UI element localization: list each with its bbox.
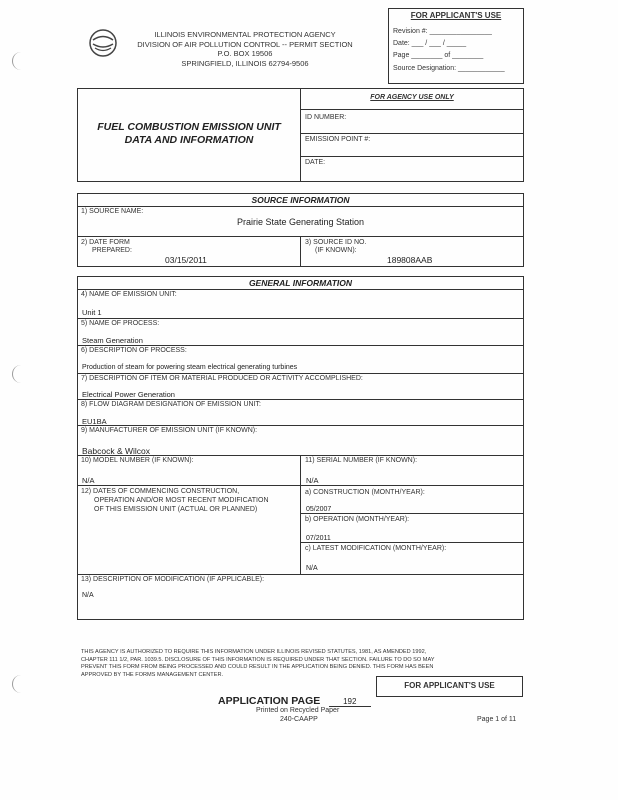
form-code: 240-CAAPP: [280, 716, 318, 723]
agency-name: ILLINOIS ENVIRONMENTAL PROTECTION AGENCY: [154, 30, 336, 39]
emission-point-label: EMISSION POINT #:: [305, 136, 371, 143]
source-name-value: Prairie State Generating Station: [236, 217, 365, 227]
general-info-title: GENERAL INFORMATION: [248, 278, 353, 288]
process-name-value: Steam Generation: [82, 336, 143, 345]
source-id-value: 189808AAB: [387, 255, 433, 265]
punch-hole-mark: [12, 365, 22, 383]
footer-applicant-use-title: FOR APPLICANT'S USE: [404, 681, 495, 690]
footer-applicant-use-box: [376, 676, 523, 697]
page-count: Page 1 of 11: [477, 716, 517, 723]
date-form-label-2: PREPARED:: [92, 247, 132, 254]
modification-description-value: N/A: [82, 592, 94, 599]
notice-line-3: PREVENT THIS FORM FROM BEING PROCESSED AND COULD RESULT IN THE APPLICATION BEING DENIED. THIS FORM HAS BEEN: [81, 664, 434, 670]
id-number-label: ID NUMBER:: [305, 114, 347, 121]
punch-hole-mark: [12, 675, 22, 693]
source-info-title: SOURCE INFORMATION: [251, 195, 350, 205]
emission-unit-name-value: Unit 1: [82, 308, 102, 317]
application-page-label: APPLICATION PAGE: [218, 695, 321, 707]
date-field[interactable]: Date: ___ / ___ / _____: [393, 40, 467, 47]
notice-line-1: THIS AGENCY IS AUTHORIZED TO REQUIRE THIS INFORMATION UNDER ILLINOIS REVISED STATUTES, 1981, AS AMENDED 1992,: [81, 649, 427, 655]
authority-notice: [81, 649, 521, 679]
flow-diagram-label: 8) FLOW DIAGRAM DESIGNATION OF EMISSION UNIT:: [81, 401, 261, 408]
source-information-section: [77, 193, 524, 267]
date-form-label: 2) DATE FORM: [81, 239, 130, 246]
agency-header: [120, 30, 370, 68]
notice-line-4: APPROVED BY THE FORMS MANAGEMENT CENTER.: [81, 671, 224, 678]
form-title-line2: DATA AND INFORMATION: [124, 134, 254, 146]
notice-line-2: CHAPTER 111 1/2, PAR. 1039.5. DISCLOSURE OF THIS INFORMATION IS REQUIRED UNDER THAT SECTION. FAILURE TO DO SO MAY: [81, 656, 435, 663]
modification-date-value: N/A: [306, 565, 318, 572]
title-block: [77, 88, 524, 182]
punch-hole-mark: [12, 52, 22, 70]
modification-date-label: c) LATEST MODIFICATION (MONTH/YEAR):: [305, 545, 447, 552]
operation-date-value: 07/2011: [306, 535, 331, 542]
serial-number-label: 11) SERIAL NUMBER (IF KNOWN):: [305, 457, 418, 464]
general-information-section: [77, 276, 524, 620]
applicant-use-title: FOR APPLICANT'S USE: [410, 11, 502, 20]
applicant-use-box: [388, 8, 524, 84]
flow-diagram-value: EU1BA: [82, 417, 107, 426]
manufacturer-value: Babcock & Wilcox: [82, 446, 151, 456]
manufacturer-label: 9) MANUFACTURER OF EMISSION UNIT (IF KNOWN):: [81, 427, 258, 434]
source-designation-field[interactable]: Source Designation: ____________: [393, 65, 505, 72]
dates-label-2: OPERATION AND/OR MOST RECENT MODIFICATION: [94, 497, 269, 504]
item-produced-label: 7) DESCRIPTION OF ITEM OR MATERIAL PRODUCED OR ACTIVITY ACCOMPLISHED:: [81, 375, 363, 382]
model-number-label: 10) MODEL NUMBER (IF KNOWN):: [81, 457, 194, 464]
process-description-value: Production of steam for powering steam electrical generating turbines: [82, 364, 298, 371]
form-title-line1: FUEL COMBUSTION EMISSION UNIT: [97, 121, 281, 133]
source-id-label-2: (IF KNOWN):: [315, 247, 357, 254]
item-produced-value: Electrical Power Generation: [82, 390, 175, 399]
recycled-paper-note: Printed on Recycled Paper: [256, 707, 340, 714]
serial-number-value: N/A: [306, 476, 319, 485]
page-field[interactable]: Page ________ of ________: [393, 52, 484, 59]
emission-unit-name-label: 4) NAME OF EMISSION UNIT:: [81, 291, 177, 298]
illinois-epa-logo: [88, 28, 118, 58]
dates-label: 12) DATES OF COMMENCING CONSTRUCTION,: [81, 488, 240, 495]
agency-use-title: FOR AGENCY USE ONLY: [370, 94, 454, 101]
construction-date-label: a) CONSTRUCTION (MONTH/YEAR):: [305, 489, 425, 496]
agency-date-label: DATE:: [305, 159, 326, 166]
source-name-label: 1) SOURCE NAME:: [81, 208, 144, 215]
construction-date-value: 05/2007: [306, 506, 332, 513]
application-page-number: 192: [329, 697, 371, 707]
modification-description-label: 13) DESCRIPTION OF MODIFICATION (IF APPLICABLE):: [81, 576, 265, 583]
process-description-label: 6) DESCRIPTION OF PROCESS:: [81, 347, 187, 354]
operation-date-label: b) OPERATION (MONTH/YEAR):: [305, 516, 410, 523]
form-title: [78, 121, 300, 147]
agency-city: SPRINGFIELD, ILLINOIS 62794-9506: [181, 58, 309, 68]
model-number-value: N/A: [82, 476, 95, 485]
dates-label-3: OF THIS EMISSION UNIT (ACTUAL OR PLANNED): [94, 506, 258, 513]
revision-field[interactable]: Revision #: ________________: [393, 28, 492, 35]
process-name-label: 5) NAME OF PROCESS:: [81, 320, 160, 327]
agency-pobox: P.O. BOX 19506: [217, 49, 273, 58]
source-id-label: 3) SOURCE ID NO.: [305, 239, 367, 246]
agency-division: DIVISION OF AIR POLLUTION CONTROL -- PERMIT SECTION: [137, 39, 353, 49]
date-form-value: 03/15/2011: [165, 255, 207, 265]
